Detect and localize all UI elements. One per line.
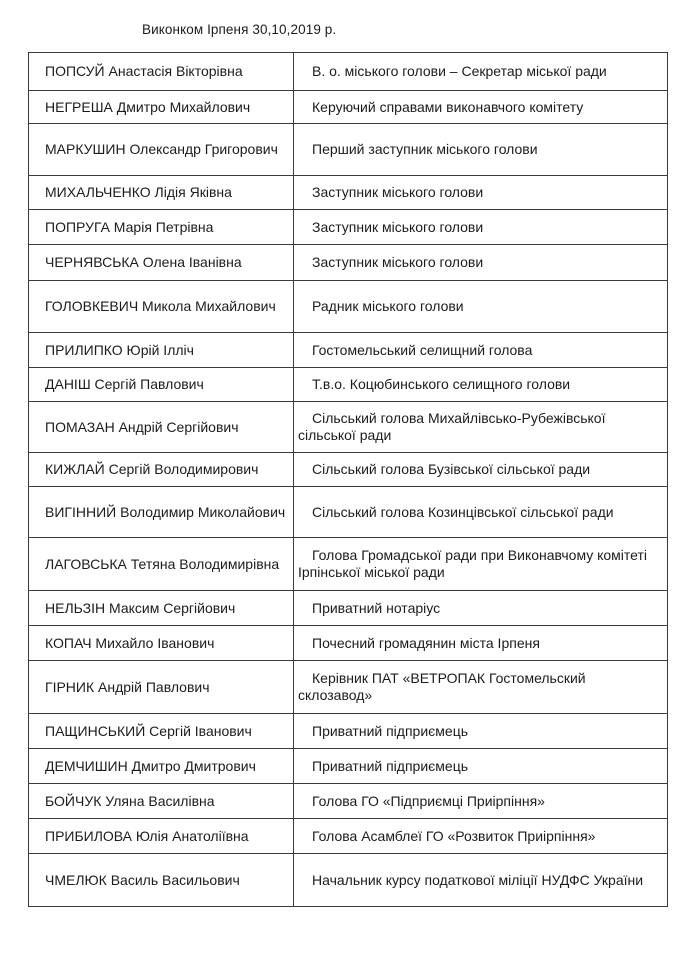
- table-row: [29, 453, 668, 487]
- name-cell: ЧМЕЛЮК Василь Васильович: [29, 854, 294, 907]
- name-cell: ПРИБИЛОВА Юлія Анатоліївна: [29, 819, 294, 854]
- position-cell: Голова Асамблеї ГО «Розвиток Приірпіння»: [294, 819, 668, 854]
- table-row: [29, 487, 668, 538]
- name-cell: ДЕМЧИШИН Дмитро Дмитрович: [29, 749, 294, 784]
- position-cell: Керівник ПАТ «ВЕТРОПАК Гостомельский склозавод»: [294, 661, 668, 714]
- table-row: [29, 281, 668, 333]
- table-row: [29, 176, 668, 210]
- name-cell: НЕЛЬЗІН Максим Сергійович: [29, 591, 294, 626]
- name-cell: ВИГІННИЙ Володимир Миколайович: [29, 487, 294, 538]
- position-cell: Керуючий справами виконавчого комітету: [294, 91, 668, 124]
- position-cell: Приватний нотаріус: [294, 591, 668, 626]
- position-cell: В. о. міського голови – Секретар міської ради: [294, 53, 668, 91]
- table-row: [29, 124, 668, 176]
- position-cell: Заступник міського голови: [294, 210, 668, 245]
- table-row: [29, 626, 668, 661]
- name-cell: НЕГРЕША Дмитро Михайлович: [29, 91, 294, 124]
- table-row: [29, 538, 668, 591]
- name-cell: ЛАГОВСЬКА Тетяна Володимирівна: [29, 538, 294, 591]
- table-row: [29, 714, 668, 749]
- name-cell: МАРКУШИН Олександр Григорович: [29, 124, 294, 176]
- position-cell: Сільський голова Михайлівсько-Рубежівської сільської ради: [294, 402, 668, 453]
- name-cell: ЧЕРНЯВСЬКА Олена Іванівна: [29, 245, 294, 281]
- name-cell: МИХАЛЬЧЕНКО Лідія Яківна: [29, 176, 294, 210]
- table-row: [29, 245, 668, 281]
- roster-table: [28, 52, 668, 907]
- position-cell: Радник міського голови: [294, 281, 668, 333]
- table-row: [29, 749, 668, 784]
- name-cell: БОЙЧУК Уляна Василівна: [29, 784, 294, 819]
- name-cell: ГІРНИК Андрій Павлович: [29, 661, 294, 714]
- position-cell: Голова ГО «Підприємці Приірпіння»: [294, 784, 668, 819]
- table-row: [29, 333, 668, 368]
- table-row: [29, 819, 668, 854]
- position-cell: Т.в.о. Коцюбинського селищного голови: [294, 368, 668, 402]
- position-cell: Гостомельський селищний голова: [294, 333, 668, 368]
- position-cell: Перший заступник міського голови: [294, 124, 668, 176]
- position-cell: Приватний підприємець: [294, 749, 668, 784]
- position-cell: Сільський голова Козинцівської сільської ради: [294, 487, 668, 538]
- position-cell: Голова Громадської ради при Виконавчому комітеті Ірпінської міської ради: [294, 538, 668, 591]
- table-row: [29, 402, 668, 453]
- table-row: [29, 784, 668, 819]
- name-cell: ПОПСУЙ Анастасія Вікторівна: [29, 53, 294, 91]
- position-cell: Почесний громадянин міста Ірпеня: [294, 626, 668, 661]
- roster-body: [29, 53, 668, 907]
- position-cell: Заступник міського голови: [294, 245, 668, 281]
- table-row: [29, 53, 668, 91]
- table-row: [29, 661, 668, 714]
- name-cell: ПАЩИНСЬКИЙ Сергій Іванович: [29, 714, 294, 749]
- table-row: [29, 854, 668, 907]
- name-cell: ПОМАЗАН Андрій Сергійович: [29, 402, 294, 453]
- name-cell: ГОЛОВКЕВИЧ Микола Михайлович: [29, 281, 294, 333]
- position-cell: Сільський голова Бузівської сільської ради: [294, 453, 668, 487]
- position-cell: Заступник міського голови: [294, 176, 668, 210]
- name-cell: ПРИЛИПКО Юрій Ілліч: [29, 333, 294, 368]
- name-cell: КОПАЧ Михайло Іванович: [29, 626, 294, 661]
- table-row: [29, 210, 668, 245]
- table-row: [29, 368, 668, 402]
- name-cell: ПОПРУГА Марія Петрівна: [29, 210, 294, 245]
- document-header: Виконком Ірпеня 30,10,2019 р.: [142, 22, 337, 37]
- position-cell: Начальник курсу податкової міліції НУДФС України: [294, 854, 668, 907]
- position-cell: Приватний підприємець: [294, 714, 668, 749]
- table-row: [29, 91, 668, 124]
- table-row: [29, 591, 668, 626]
- name-cell: ДАНІШ Сергій Павлович: [29, 368, 294, 402]
- name-cell: КИЖЛАЙ Сергій Володимирович: [29, 453, 294, 487]
